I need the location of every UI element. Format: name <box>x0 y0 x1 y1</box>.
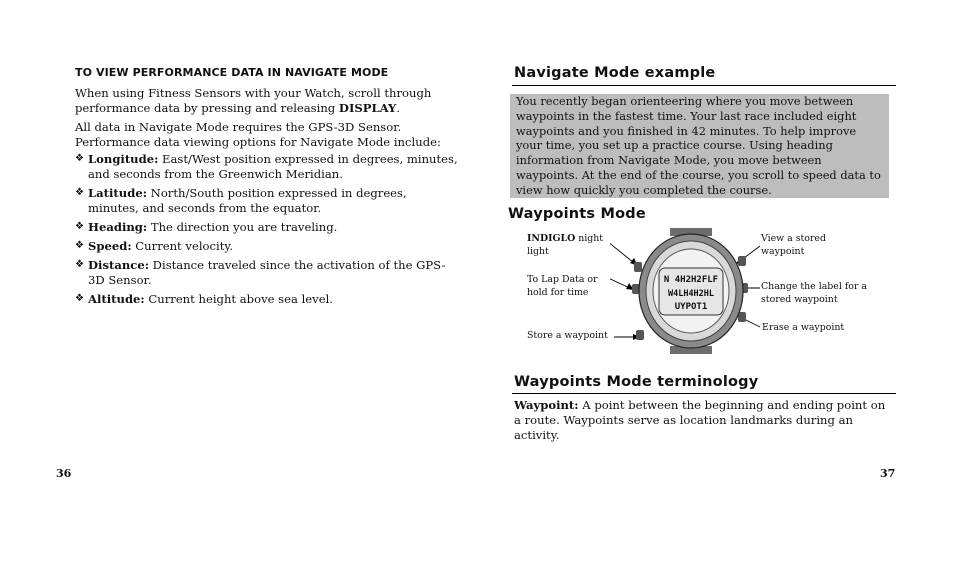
option-term: Altitude: <box>88 292 145 306</box>
screen-line-3: UYPOT1 <box>674 302 708 312</box>
option-desc: The direction you are traveling. <box>147 220 338 234</box>
diamond-bullet-icon: ❖ <box>75 187 84 198</box>
option-desc: Distance traveled since the activation of the GPS-3D Sensor. <box>88 258 446 287</box>
view-button <box>738 256 746 266</box>
list-item <box>75 258 460 288</box>
list-item <box>75 239 460 254</box>
diamond-bullet-icon: ❖ <box>75 153 84 164</box>
indiglo-button <box>634 262 642 272</box>
diamond-bullet-icon: ❖ <box>75 240 84 251</box>
diamond-bullet-icon: ❖ <box>75 293 84 304</box>
watch-diagram <box>610 228 770 354</box>
callout-store-waypoint: Store a waypoint <box>527 330 608 341</box>
list-item <box>75 186 460 216</box>
indiglo-label: INDIGLO <box>527 233 576 244</box>
callout-lap-data: To Lap Data or hold for time <box>527 274 598 298</box>
option-term: Speed: <box>88 239 132 253</box>
waypoint-definition <box>514 398 894 443</box>
diamond-bullet-icon: ❖ <box>75 259 84 270</box>
navigate-mode-example-heading: Navigate Mode example <box>514 65 716 81</box>
callout-change-label: Change the label for a stored waypoint <box>761 281 867 305</box>
intro-text: When using Fitness Sensors with your Watch, scroll through performance data by pressing and releasing <box>75 86 432 115</box>
page-number-left: 36 <box>56 467 72 480</box>
option-desc: North/South position expressed in degrees, minutes, and seconds from the equator. <box>88 186 407 215</box>
list-item <box>75 220 460 235</box>
screen-line-1: N 4H2H2FLF <box>663 275 719 285</box>
example-callout-box <box>510 94 889 198</box>
page-number-right: 37 <box>880 467 896 480</box>
intro-paragraph <box>75 86 455 116</box>
list-item <box>75 292 460 307</box>
indiglo-desc: night light <box>527 233 604 257</box>
option-desc: East/West position expressed in degrees, minutes, and seconds from the Greenwich Meridian. <box>88 152 458 181</box>
option-term: Heading: <box>88 220 148 234</box>
term-waypoint: Waypoint: <box>514 398 579 412</box>
option-desc: Current velocity. <box>131 239 234 253</box>
option-term: Distance: <box>88 258 149 272</box>
callout-erase-waypoint: Erase a waypoint <box>762 322 845 333</box>
screen-line-2: W4LH4H2HL <box>667 289 715 299</box>
callout-indiglo <box>527 233 622 258</box>
heading-divider <box>512 85 896 86</box>
callout-view-waypoint: View a stored waypoint <box>761 233 826 257</box>
option-term: Latitude: <box>88 186 147 200</box>
display-button-name: DISPLAY <box>338 101 397 115</box>
diamond-bullet-icon: ❖ <box>75 221 84 232</box>
waypoints-terminology-heading: Waypoints Mode terminology <box>514 374 759 390</box>
viewing-options-list <box>75 152 460 311</box>
section-heading-view-performance: TO VIEW PERFORMANCE DATA IN NAVIGATE MODE <box>75 66 389 79</box>
list-item <box>75 152 460 182</box>
example-text: You recently began orienteering where you move between waypoints in the fastest time. Your last race included eight waypoints and you finished in 42 minutes. To help improve your time, you set up a practice course. Using heading information from Navigate Mode, you move between waypoints. At the end of the course, you scroll to speed data to view how quickly you completed the course. <box>516 94 881 197</box>
waypoints-mode-heading: Waypoints Mode <box>508 206 646 222</box>
requirements-paragraph: All data in Navigate Mode requires the GPS-3D Sensor. Performance data viewing options for Navigate Mode include: <box>75 120 441 149</box>
heading-divider <box>512 393 896 394</box>
option-term: Longitude: <box>88 152 159 166</box>
store-button <box>636 330 644 340</box>
option-desc: Current height above sea level. <box>144 292 333 306</box>
intro-text-end: . <box>396 101 401 115</box>
term-definition: A point between the beginning and ending point on a route. Waypoints serve as location landmarks during an activity. <box>514 398 886 442</box>
